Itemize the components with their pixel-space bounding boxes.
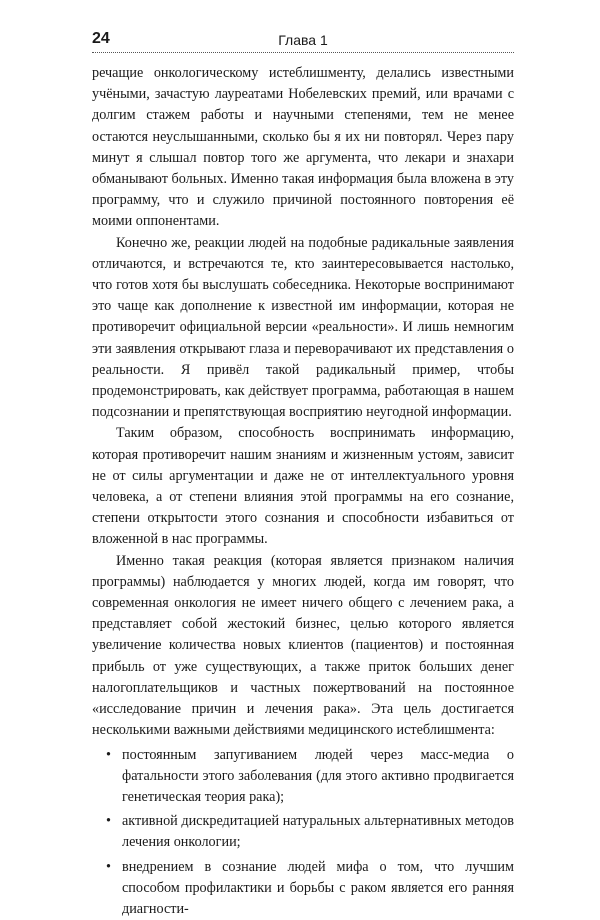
bullet-icon: • [106, 857, 111, 878]
list-item-text: постоянным запугиванием людей через масс-медиа о фатальности этого заболевания (для этого активно продвигается генетическая теория рака); [122, 747, 514, 805]
list-item-text: активной дискредитацией натуральных альтернативных методов лечения онкологии; [122, 813, 514, 850]
bullet-list [92, 745, 514, 920]
bullet-icon: • [106, 811, 111, 832]
list-item [92, 811, 514, 853]
list-item-text: внедрением в сознание людей мифа о том, что лучшим способом профилактики и борьбы с раком является его ранняя диагности- [122, 859, 514, 917]
chapter-title: Глава 1 [92, 31, 514, 49]
list-item [92, 745, 514, 809]
list-item [92, 857, 514, 920]
paragraph: речащие онкологическому истеблишменту, делались известными учёными, зачастую лауреатами Нобелевских премий, или врачами с долгим стажем работы и научными степенями, тем не менее остаются неуслышанными, сколько бы я их ни повторял. Через пару минут я слышал повтор того же аргумента, что лекари и знахари обманывают больных. Именно такая информация была вложена в эту программу, что и служило причиной постоянного повторения её моими оппонентами. [92, 63, 514, 233]
body-text [92, 63, 514, 920]
bullet-icon: • [106, 745, 111, 766]
running-header [92, 30, 514, 53]
page-number: 24 [92, 30, 110, 48]
paragraph: Конечно же, реакции людей на подобные радикальные заявления отличаются, и встречаются те, кто заинтересовывается настолько, что готов хотя бы выслушать собеседника. Некоторые воспринимают это чаще как дополнение к известной им информации, которая не противоречит официальной версии «реальности». И лишь немногим эти заявления открывают глаза и переворачивают их представления о реальности. Я привёл такой радикальный пример, чтобы продемонстрировать, как действует программа, работающая в нашем подсознании и препятствующая восприятию неугодной информации. [92, 233, 514, 424]
paragraph: Именно такая реакция (которая является признаком наличия программы) наблюдается у многих людей, когда им говорят, что современная онкология не имеет ничего общего с лечением рака, а представляет собой жестокий бизнес, целью которого является увеличение количества новых клиентов (пациентов) и постоянная прибыль от уже существующих, а также приток больших денег налогоплательщиков и частных пожертвований на постоянное «исследование причин и лечения рака». Эта цель достигается несколькими важными действиями медицинского истеблишмента: [92, 551, 514, 742]
paragraph: Таким образом, способность воспринимать информацию, которая противоречит нашим знаниям и жизненным устоям, зависит не от силы аргументации и даже не от интеллектуального уровня человека, а от степени влияния этой программы на его сознание, степени открытости этого сознания и способности избавиться от вложенной в нас программы. [92, 423, 514, 550]
book-page [92, 30, 514, 920]
